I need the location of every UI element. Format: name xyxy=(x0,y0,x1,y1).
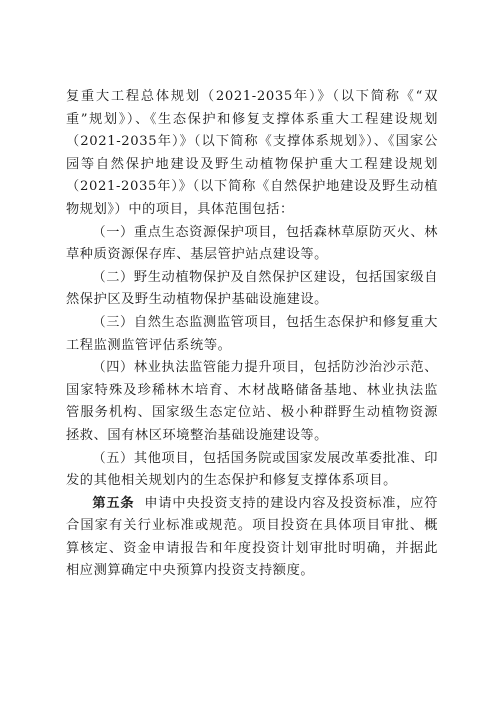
document-body xyxy=(66,86,438,583)
paragraph-item-1 xyxy=(66,222,438,267)
paragraph-text: 复重大工程总体规划（2021-2035年）》（以下简称《“双重”规划》）、《生态保护和修复支撑体系重大工程建设规划（2021-2035年）》（以下简称《支撑体系规划》）、《国家公园等自然保护地建设及野生动植物保护重大工程建设规划（2021-2035年）》（以下简称《自然保护地建设及野生动植物规划》）中的项目，具体范围包括： xyxy=(66,89,438,217)
article-label: 第五条 xyxy=(92,495,135,511)
paragraph-scope-intro xyxy=(66,86,438,222)
paragraph-text: 申请中央投资支持的建设内容及投资标准，应符合国家有关行业标准或规范。项目投资在具体项目审批、概算核定、资金申请报告和年度投资计划审批时明确，并据此相应测算确定中央预算内投资支持额度。 xyxy=(66,495,438,579)
paragraph-text: （三）自然生态监测监管项目，包括生态保护和修复重大工程监测监管评估系统等。 xyxy=(66,314,438,353)
paragraph-item-5 xyxy=(66,448,438,493)
paragraph-text: （二）野生动植物保护及自然保护区建设，包括国家级自然保护区及野生动植物保护基础设施建设。 xyxy=(66,269,438,308)
paragraph-article-5 xyxy=(66,493,438,583)
paragraph-text: （五）其他项目，包括国务院或国家发展改革委批准、印发的其他相关规划内的生态保护和修复支撑体系项目。 xyxy=(66,450,438,489)
paragraph-item-3 xyxy=(66,312,438,357)
paragraph-text: （四）林业执法监管能力提升项目，包括防沙治沙示范、国家特殊及珍稀林木培育、木材战略储备基地、林业执法监管服务机构、国家级生态定位站、极小种群野生动植物资源拯救、国有林区环境整治基础设施建设等。 xyxy=(66,360,438,443)
paragraph-text: （一）重点生态资源保护项目，包括森林草原防灭火、林草种质资源保存库、基层管护站点建设等。 xyxy=(66,224,438,263)
paragraph-item-4 xyxy=(66,357,438,447)
paragraph-item-2 xyxy=(66,267,438,312)
